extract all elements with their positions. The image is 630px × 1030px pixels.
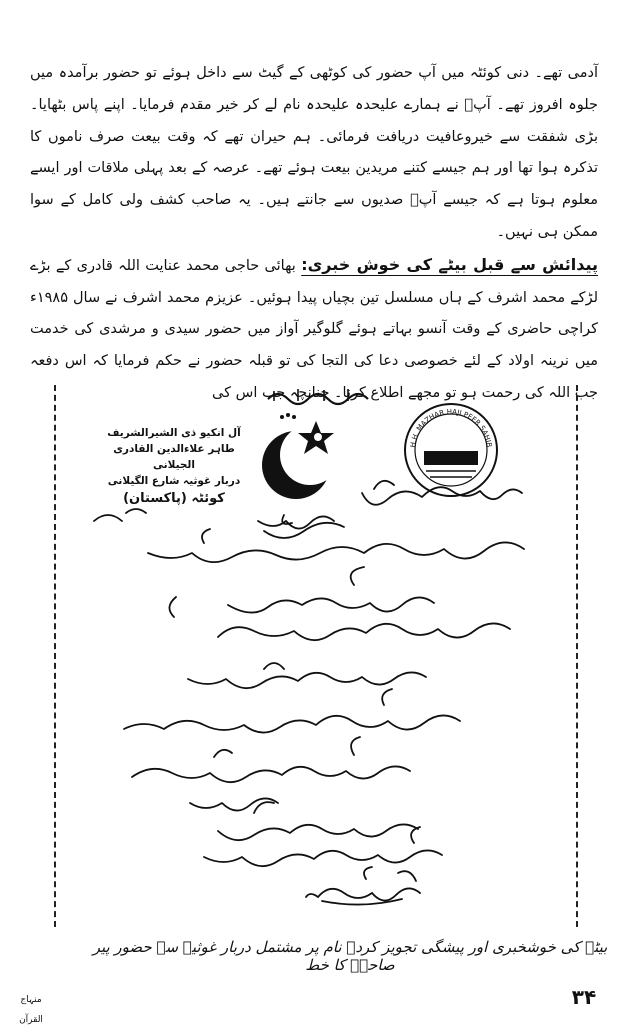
handwriting-line — [132, 737, 410, 782]
handwritten-letter — [54, 385, 578, 927]
letterhead-city: کوئٹہ (پاکستان) — [123, 491, 225, 506]
handwriting-greeting — [258, 515, 334, 529]
handwriting-line — [204, 827, 442, 866]
handwriting-date — [362, 481, 522, 505]
section-heading: پیدائش سے قبل بیٹے کی خوش خبری: — [301, 254, 599, 274]
letterhead-line: دربار غوثیہ شارع الگیلانی — [107, 475, 241, 487]
paragraph-1 — [30, 58, 598, 249]
publisher-logo: منہاج القرآن — [19, 995, 43, 1025]
body-line: التجا کی تو قبلہ حضور نے حکم فرمایا کہ اس دفعہ جب اللہ کی رحمت ہو تو مجھے اطلاع کرنا۔ چنانچہ جب اس کی — [30, 353, 598, 401]
body-line: اشرف کے ہاں مسلسل تین بچیاں پیدا ہوئیں۔ عزیزم محمد اشرف نے سال ۱۹۸۵ء کراچی حاضری کے وقت — [30, 289, 598, 338]
letter-image — [54, 385, 578, 927]
signature-icon — [302, 863, 432, 911]
handwriting-line — [148, 529, 524, 562]
handwriting-line — [188, 663, 426, 688]
handwriting-line — [228, 567, 434, 613]
handwriting-line — [218, 802, 418, 840]
body-line: آدمی تھے۔ دنی کوئٹہ میں آپ حضور کی کوٹھی کے گیٹ سے داخل ہوئے تو حضور برآمدہ میں جلوہ افروز — [30, 65, 599, 113]
body-line: آنسو بہاتے ہوئے گلوگیر آواز میں حضور سیدی و مرشدی کی خدمت میں نرینہ اولاد کے لئے خصوصی دعا کی — [30, 321, 598, 370]
handwriting-line — [190, 798, 278, 810]
seal-text: H.H. MAZHAR HAJI PEER SAHIB — [409, 407, 493, 448]
body-line: بیعت ہوئے تھے۔ عرصہ کے بعد پہلی ملاقات اور ایسے معلوم ہوتا ہے کہ جیسے آپؒ صدیوں سے جانتے — [30, 160, 599, 209]
body-line: ہیں۔ یہ صاحب کشف ولی کامل کے سوا ممکن ہی نہیں۔ — [30, 192, 598, 240]
handwriting-line — [169, 597, 510, 640]
letterhead-line: آل انکیو ذی الشیرالشریف طاہر علاءالدین القادری الجیلانی — [107, 427, 241, 471]
page-number: ۳۴ — [571, 985, 597, 1009]
handwriting-line — [94, 509, 146, 521]
body-line: بھائی حاجی محمد عنایت اللہ قادری کے بڑے لڑکے محمد — [30, 257, 598, 306]
body-text — [30, 58, 598, 410]
figure-caption: بیٹے کی خوشخبری اور پیشگی تجویز کردہ نام پر مشتمل دربار غوثیہ سے حضور پیر صاحبؒ کا خط — [92, 938, 608, 974]
body-line: تھے۔ آپؒ نے ہمارے علیحدہ علیحدہ نام لے کر خیر مقدم فرمایا۔ اپنے پاس بٹھایا۔ بڑی شفقت سے — [30, 96, 599, 145]
handwriting-line — [124, 689, 460, 733]
body-line: خیروعافیت دریافت فرمائی۔ ہم حیران تھے کہ وقت بیعت صرف ناموں کا تذکرہ ہوا تھا اور ہم جیسے کتنے مریدین — [30, 128, 598, 177]
